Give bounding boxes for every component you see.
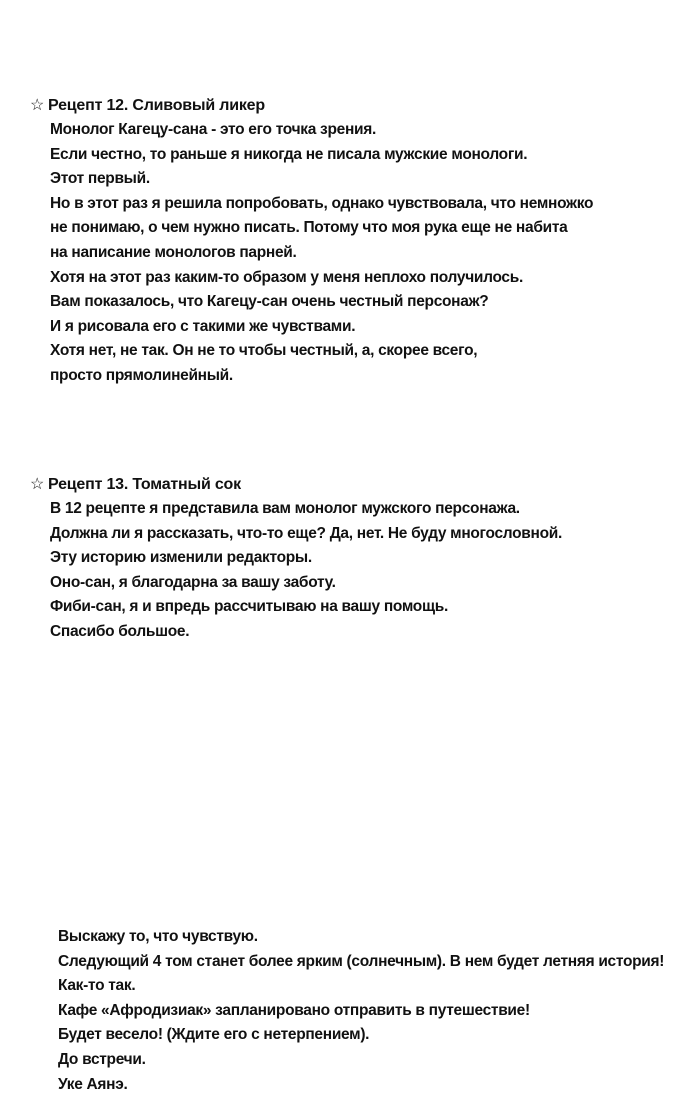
- text-line: Следующий 4 том станет более ярким (солнечным). В нем будет летняя история!: [58, 952, 665, 970]
- text-line: И я рисовала его с такими же чувствами.: [50, 317, 356, 335]
- text-line: Хотя на этот раз каким-то образом у меня неплохо получилось.: [50, 268, 523, 286]
- text-line: Монолог Кагецу-сана - это его точка зрения.: [50, 121, 376, 138]
- star-icon: ☆: [30, 476, 45, 493]
- text-line: До встречи.: [58, 1050, 146, 1068]
- afterword-text: [58, 925, 680, 1097]
- text-line: Но в этот раз я решила попробовать, однако чувствовала, что немножко: [50, 194, 594, 212]
- text-line: Вам показалось, что Кагецу-сан очень честный персонаж?: [50, 293, 489, 311]
- recipe-13-heading: [30, 473, 241, 497]
- author-signature: Уке Аянэ.: [58, 1075, 128, 1093]
- star-icon: ☆: [30, 97, 45, 114]
- text-line: Если честно, то раньше я никогда не писала мужские монологи.: [50, 145, 528, 163]
- recipe-12-heading: [30, 94, 265, 118]
- text-line: Будет весело! (Ждите его с нетерпением).: [58, 1026, 370, 1044]
- recipe-13-text: [50, 497, 680, 645]
- text-line: Как-то так.: [58, 977, 136, 995]
- text-line: Должна ли я рассказать, что-то еще? Да, нет. Не буду многословной.: [50, 524, 562, 542]
- recipe-12-title: Рецепт 12. Сливовый ликер: [48, 97, 265, 114]
- recipe-12-text: [50, 118, 680, 389]
- recipe-13-title: Рецепт 13. Томатный сок: [48, 476, 241, 493]
- text-line: Хотя нет, не так. Он не то чтобы честный, а, скорее всего,: [50, 342, 478, 360]
- text-line: Эту историю изменили редакторы.: [50, 549, 312, 567]
- text-line: Фиби-сан, я и впредь рассчитываю на вашу помощь.: [50, 598, 448, 616]
- text-line: Кафе «Афродизиак» запланировано отправить в путешествие!: [58, 1001, 530, 1019]
- text-line: не понимаю, о чем нужно писать. Потому что моя рука еще не набита: [50, 219, 568, 237]
- text-line: Выскажу то, что чувствую.: [58, 928, 258, 945]
- text-line: В 12 рецепте я представила вам монолог мужского персонажа.: [50, 500, 520, 517]
- text-line: Оно-сан, я благодарна за вашу заботу.: [50, 573, 336, 591]
- text-line: на написание монологов парней.: [50, 243, 297, 261]
- text-line: просто прямолинейный.: [50, 366, 233, 384]
- text-line: Спасибо большое.: [50, 622, 190, 640]
- text-line: Этот первый.: [50, 170, 150, 188]
